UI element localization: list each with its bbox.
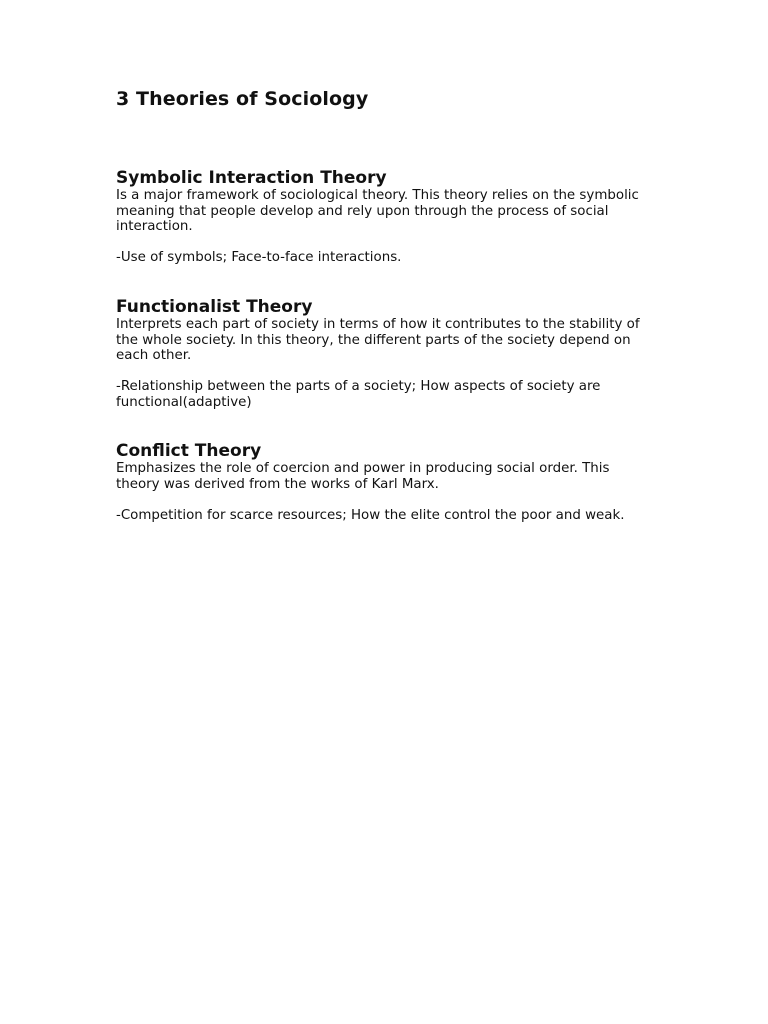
section-note: -Competition for scarce resources; How the elite control the poor and weak. (116, 507, 625, 523)
section-functionalist (116, 297, 656, 411)
document-title: 3 Theories of Sociology (116, 88, 369, 110)
section-heading: Conflict Theory (116, 441, 262, 461)
section-note: -Relationship between the parts of a society; How aspects of society are functional(adaptive) (116, 379, 601, 410)
section-body: Is a major framework of sociological theory. This theory relies on the symbolic meaning that people develop and rely upon through the process of social interaction. (116, 188, 639, 235)
section-heading: Symbolic Interaction Theory (116, 168, 387, 188)
section-note: -Use of symbols; Face-to-face interactions. (116, 250, 402, 266)
document-page (116, 86, 656, 523)
section-symbolic-interaction (116, 168, 656, 266)
section-body: Emphasizes the role of coercion and power in producing social order. This theory was derived from the works of Karl Marx. (116, 461, 610, 492)
section-body: Interprets each part of society in terms of how it contributes to the stability of the whole society. In this theory, the different parts of the society depend on each other. (116, 317, 640, 364)
section-conflict (116, 441, 656, 523)
section-heading: Functionalist Theory (116, 297, 313, 317)
